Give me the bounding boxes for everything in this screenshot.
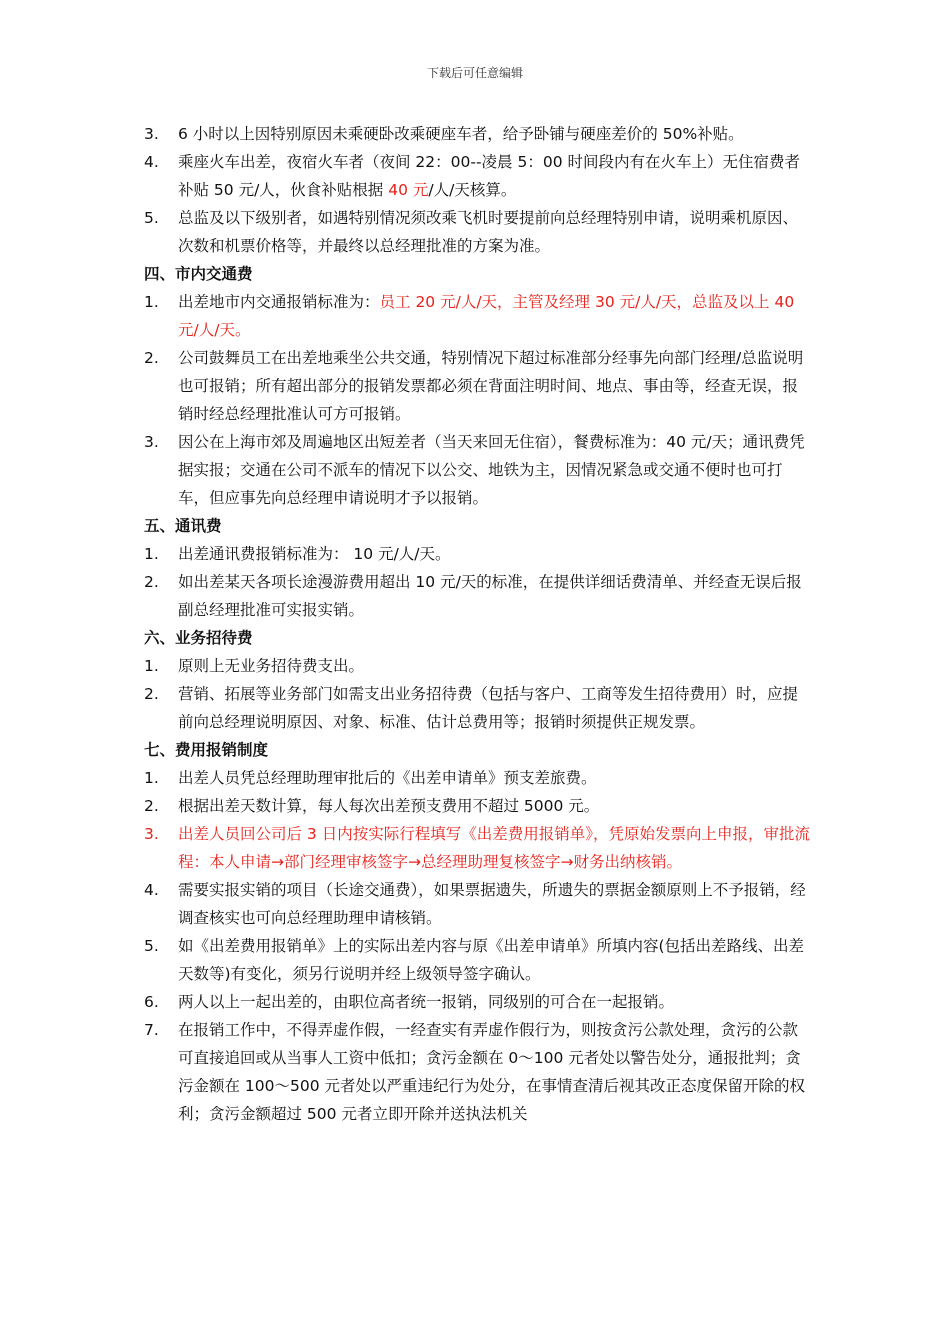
item-text: 如出差某天各项长途漫游费用超出 10 元/天的标准，在提供详细话费清单、并经查无误后报副总经理批准可实报实销。 — [178, 573, 802, 619]
item-number: 3. — [144, 825, 159, 843]
item-number: 1. — [144, 293, 159, 311]
item-number: 2. — [144, 349, 159, 367]
item-number: 3. — [144, 125, 159, 143]
item-text: /人/天核算。 — [428, 181, 517, 199]
item-text: 根据出差天数计算，每人每次出差预支费用不超过 5000 元。 — [178, 797, 600, 815]
item-text: 出差人员凭总经理助理审批后的《出差申请单》预支差旅费。 — [178, 769, 597, 787]
item-number: 5. — [144, 209, 159, 227]
section-heading: 四、市内交通费 — [144, 265, 253, 283]
list-item — [144, 652, 812, 680]
list-item — [144, 568, 812, 624]
item-number: 1. — [144, 657, 159, 675]
item-number: 4. — [144, 881, 159, 899]
item-number: 1. — [144, 769, 159, 787]
item-text: 乘座火车出差，夜宿火车者（夜间 22：00--凌晨 5：00 时间段内有在火车上）无住宿费者补贴 50 元/人，伙食补贴根据 — [178, 153, 801, 199]
highlighted-text: 员工 20 元/人/天，主管及经理 30 元/人/天，总监及以上 40 元/人/天。 — [178, 293, 795, 339]
list-item — [144, 1016, 812, 1128]
item-text: 出差通讯费报销标准为： 10 元/人/天。 — [178, 545, 451, 563]
list-item — [144, 988, 812, 1016]
item-number: 4. — [144, 153, 159, 171]
item-number: 5. — [144, 937, 159, 955]
list-item — [144, 120, 812, 148]
list-item — [144, 680, 812, 736]
list-item — [144, 428, 812, 512]
item-number: 2. — [144, 797, 159, 815]
section-heading: 五、通讯费 — [144, 517, 222, 535]
list-item — [144, 288, 812, 344]
item-text: 总监及以下级别者，如遇特别情况须改乘飞机时要提前向总经理特别申请，说明乘机原因、次数和机票价格等，并最终以总经理批准的方案为准。 — [178, 209, 799, 255]
list-item — [144, 204, 812, 260]
list-item — [144, 820, 812, 876]
item-text: 公司鼓舞员工在出差地乘坐公共交通，特别情况下超过标准部分经事先向部门经理/总监说明也可报销；所有超出部分的报销发票都必须在背面注明时间、地点、事由等，经查无误，报销时经总经理批准认可方可报销。 — [178, 349, 804, 423]
item-text: 如《出差费用报销单》上的实际出差内容与原《出差申请单》所填内容(包括出差路线、出差天数等)有变化，须另行说明并经上级领导签字确认。 — [178, 937, 805, 983]
item-number: 3. — [144, 433, 159, 451]
item-text: 需要实报实销的项目（长途交通费），如果票据遗失，所遗失的票据金额原则上不予报销，经调查核实也可向总经理助理申请核销。 — [178, 881, 806, 927]
list-item — [144, 876, 812, 932]
highlighted-text: 40 元 — [388, 181, 429, 199]
item-text: 两人以上一起出差的，由职位高者统一报销，同级别的可合在一起报销。 — [178, 993, 675, 1011]
list-item — [144, 792, 812, 820]
list-item — [144, 344, 812, 428]
item-text: 因公在上海市郊及周遍地区出短差者（当天来回无住宿），餐费标准为：40 元/天；通讯费凭据实报；交通在公司不派车的情况下以公交、地铁为主，因情况紧急或交通不便时也可打车，但应事先向总经理申请说明才予以报销。 — [178, 433, 805, 507]
item-text: 6 小时以上因特别原因未乘硬卧改乘硬座车者，给予卧铺与硬座差价的 50%补贴。 — [178, 125, 744, 143]
item-text: 营销、拓展等业务部门如需支出业务招待费（包括与客户、工商等发生招待费用）时，应提前向总经理说明原因、对象、标准、估计总费用等；报销时须提供正规发票。 — [178, 685, 799, 731]
document-body — [144, 120, 812, 1128]
item-number: 2. — [144, 573, 159, 591]
item-number: 7. — [144, 1021, 159, 1039]
list-item — [144, 932, 812, 988]
section-heading: 七、费用报销制度 — [144, 741, 269, 759]
list-item — [144, 764, 812, 792]
highlighted-text: 出差人员回公司后 3 日内按实际行程填写《出差费用报销单》，凭原始发票向上申报，审批流程：本人申请→部门经理审核签字→总经理助理复核签字→财务出纳核销。 — [178, 825, 810, 871]
item-text: 原则上无业务招待费支出。 — [178, 657, 365, 675]
item-text: 出差地市内交通报销标准为： — [178, 293, 380, 311]
header-note: 下载后可任意编辑 — [426, 66, 523, 80]
list-item — [144, 540, 812, 568]
item-text: 在报销工作中，不得弄虚作假，一经查实有弄虚作假行为，则按贪污公款处理，贪污的公款可直接追回或从当事人工资中低扣；贪污金额在 0～100 元者处以警告处分，通报批判；贪污金额在 100～500 元者处以严重违纪行为处分，在事情查清后视其改正态度保留开除的权利；贪污金额超过 500 元者立即开除并送执法机关 — [178, 1021, 806, 1123]
item-number: 2. — [144, 685, 159, 703]
item-number: 1. — [144, 545, 159, 563]
section-heading: 六、业务招待费 — [144, 629, 253, 647]
list-item — [144, 148, 812, 204]
item-number: 6. — [144, 993, 159, 1011]
